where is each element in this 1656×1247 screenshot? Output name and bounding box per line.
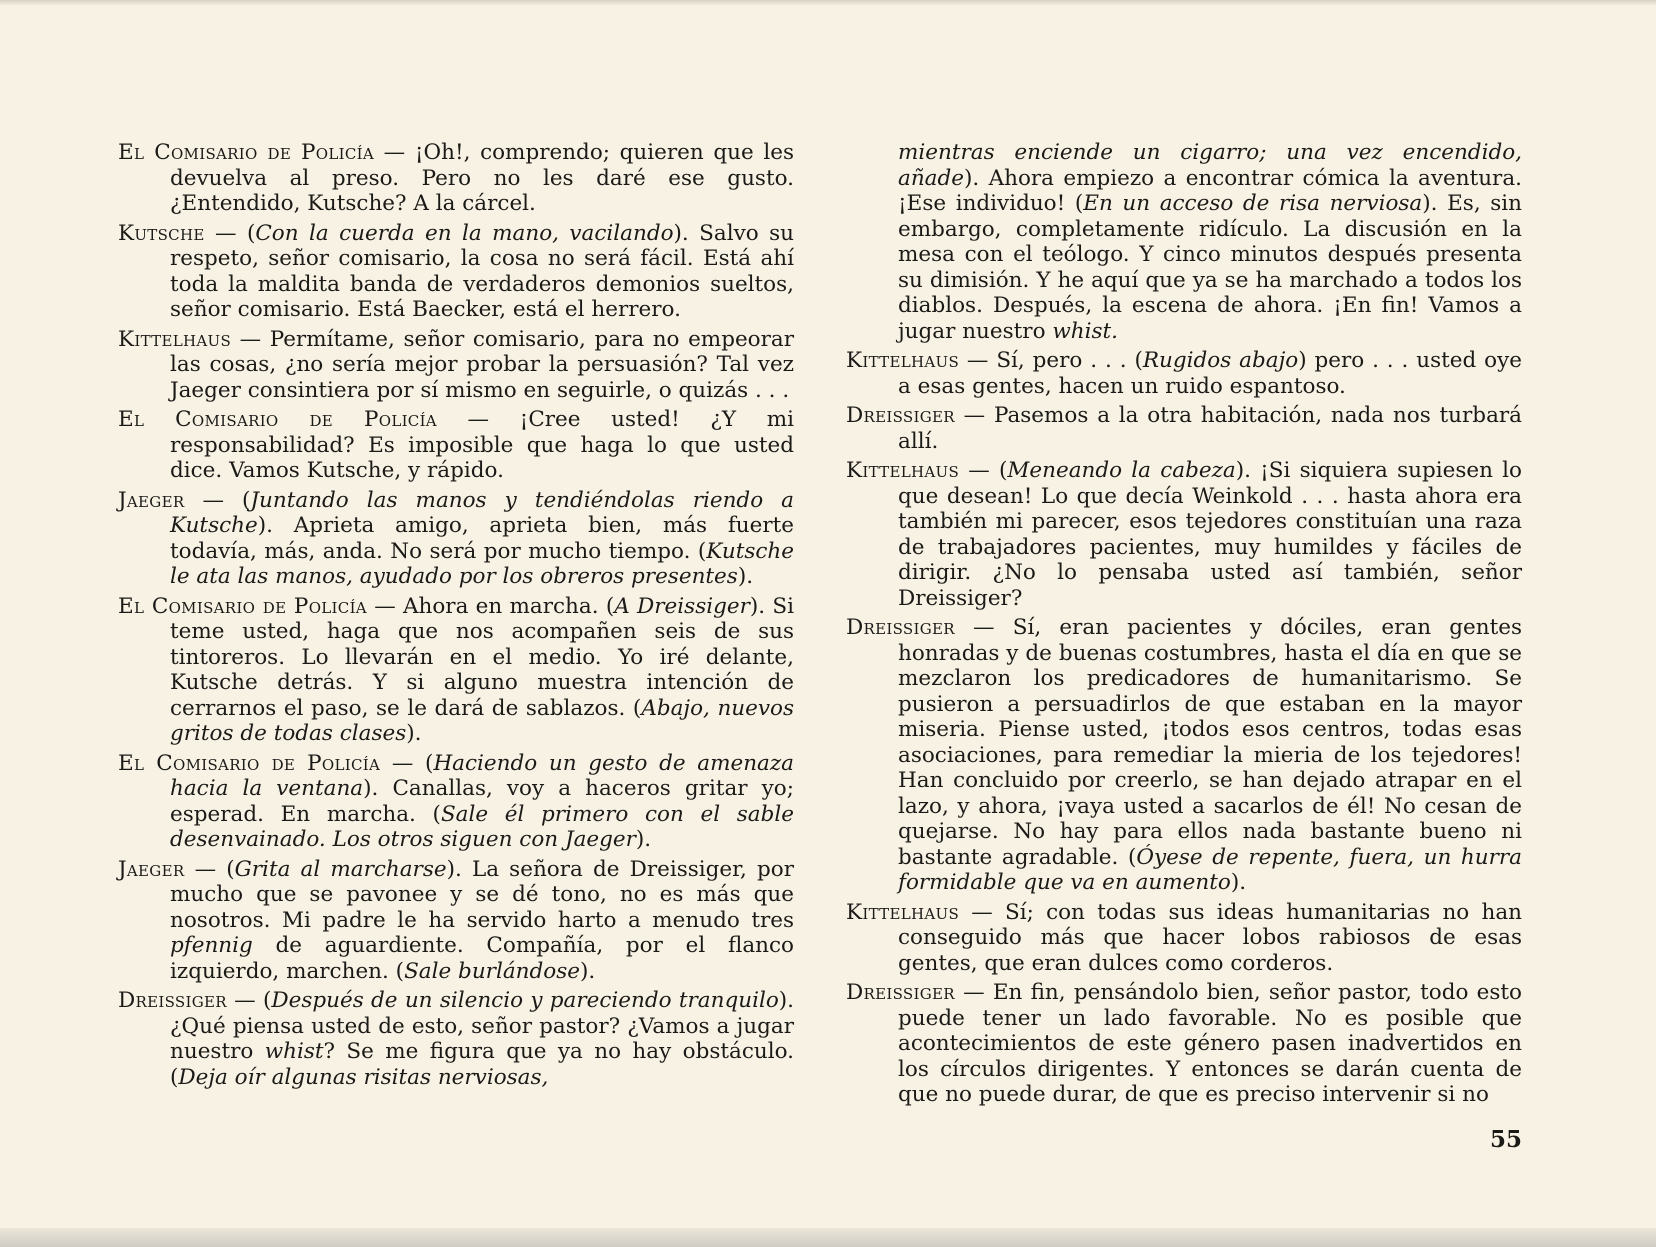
dialogue-text: — ( (226, 988, 272, 1013)
dialogue-text: ). (406, 721, 422, 746)
dialogue-text: — Permítame, señor comisario, para no empeorar las cosas, ¿no sería mejor probar la persuasión? Tal vez Jaeger consintiera por sí mismo en seguirle, o quizás . . . (170, 326, 794, 403)
dialogue-entry (846, 980, 1522, 1108)
dialogue-text: — ( (184, 487, 251, 513)
stage-direction: Kutsche le ata las manos, ayudado por los obreros presentes (170, 538, 794, 589)
stage-direction: Con la cuerda en la mano, vacilando (255, 220, 674, 246)
dialogue-text: ). Si teme usted, haga que nos acompañen seis de sus tintoreros. Lo llevarán en el medio. Yo iré delante, Kutsche detrás. Y si alguno muestra intención de cerrarnos el paso, se le dará de sablazos. ( (170, 593, 794, 721)
speaker-name: Jaeger (118, 856, 185, 882)
stage-direction: pfennig (170, 933, 253, 958)
stage-direction: Sale él primero con el sable desenvainado. Los otros siguen con Jaeger (170, 801, 794, 852)
left-text-column (118, 140, 794, 1094)
dialogue-entry (118, 140, 794, 217)
stage-direction: Después de un silencio y pareciendo tranquilo (271, 988, 779, 1013)
dialogue-entry (118, 407, 794, 484)
speaker-name: Kittelhaus (118, 326, 232, 352)
dialogue-text: ). La señora de Dreissiger, por mucho que se pavonee y se dé tono, no es más que nosotros. Mi padre le ha servido harto a menudo tres (170, 856, 795, 933)
dialogue-text: ) pero . . . usted oye a esas gentes, hacen un ruido espantoso. (898, 348, 1522, 399)
dialogue-text: ). Aprieta amigo, aprieta bien, más fuerte todavía, más, anda. No será por mucho tiempo. ( (170, 513, 794, 564)
stage-direction: Haciendo un gesto de amenaza hacia la ventana (170, 750, 794, 801)
speaker-name: El Comisario de Policía (118, 140, 375, 165)
dialogue-text: — Pasemos a la otra habitación, nada nos turbará allí. (898, 403, 1522, 454)
stage-direction: mientras enciende un cigarro; una vez encendido, añade (898, 140, 1522, 191)
dialogue-entry (846, 348, 1522, 399)
page-bottom-edge (0, 1228, 1656, 1247)
dialogue-entry (118, 751, 794, 853)
dialogue-text: ). Canallas, voy a haceros gritar yo; esperad. En marcha. ( (170, 776, 794, 827)
speaker-name: Dreissiger (846, 980, 955, 1005)
dialogue-text: ). (1230, 870, 1247, 895)
stage-direction: A Dreissiger (614, 593, 750, 619)
dialogue-text: — ¡Oh!, comprendo; quieren que les devuelva al preso. Pero no les daré ese gusto. ¿Entendido, Kutsche? A la cárcel. (170, 140, 794, 216)
stage-direction: Juntando las manos y tendiéndolas riendo a Kutsche (170, 487, 795, 538)
dialogue-text: — ¡Cree usted! ¿Y mi responsabilidad? Es imposible que haga lo que usted dice. Vamos Kutsche, y rápido. (170, 407, 794, 483)
dialogue-text: — Sí; con todas sus ideas humanitarias no han conseguido más que hacer lobos rabiosos de esas gentes, que eran dulces como corderos. (898, 899, 1522, 976)
speaker-name: Kittelhaus (846, 348, 960, 373)
stage-direction: whist. (1052, 318, 1118, 344)
right-text-column (846, 140, 1522, 1112)
dialogue-entry (846, 403, 1522, 454)
dialogue-entry (846, 900, 1522, 977)
stage-direction: Sale burlándose (404, 958, 580, 984)
speaker-name: Dreissiger (846, 615, 955, 640)
dialogue-text: — En fin, pensándolo bien, señor pastor, todo esto puede tener un lado favorable. No es posible que acontecimientos de este género pasen inadvertidos en los círculos dirigentes. Y entonces se darán cuenta de que no puede durar, de que es preciso intervenir si no (898, 980, 1522, 1107)
dialogue-text: — Sí, pero . . . ( (959, 348, 1143, 373)
stage-direction: whist (264, 1039, 324, 1064)
dialogue-text: ). (635, 827, 652, 852)
dialogue-text: de aguardiente. Compañía, por el flanco izquierdo, marchen. ( (170, 933, 794, 984)
stage-direction: Rugidos abajo (1142, 348, 1299, 373)
stage-direction: Meneando la cabeza (1007, 458, 1236, 483)
dialogue-text: — Ahora en marcha. ( (366, 593, 615, 619)
speaker-name: Kittelhaus (846, 899, 960, 925)
speaker-name: Kittelhaus (846, 458, 960, 483)
speaker-name: Dreissiger (118, 988, 227, 1013)
dialogue-text: ). ¿Qué piensa usted de esto, señor pastor? ¿Vamos a jugar nuestro (170, 988, 794, 1064)
stage-direction: Óyese de repente, fuera, un hurra formidable que va en aumento (898, 844, 1522, 895)
dialogue-text: — ( (184, 856, 235, 882)
page-number: 55 (1489, 1126, 1522, 1153)
speaker-name: Kutsche (118, 220, 205, 246)
speaker-name: Jaeger (118, 487, 185, 513)
speaker-name: Dreissiger (846, 403, 955, 428)
dialogue-text: — ( (380, 750, 434, 776)
speaker-name: El Comisario de Policía (118, 750, 381, 776)
dialogue-text: ). (737, 564, 754, 589)
dialogue-entry (846, 458, 1522, 611)
dialogue-continuation (846, 140, 1522, 344)
stage-direction: Abajo, nuevos gritos de todas clases (170, 695, 794, 746)
dialogue-text: — ( (959, 458, 1008, 483)
dialogue-entry (118, 988, 794, 1090)
dialogue-text: ). (579, 958, 596, 984)
dialogue-text: ). Salvo su respeto, señor comisario, la cosa no será fácil. Está ahí toda la maldita banda de verdaderos demonios sueltos, señor comisario. Está Baecker, está el herrero. (170, 220, 794, 322)
dialogue-text: — Sí, eran pacientes y dóciles, eran gentes honradas y de buenas costumbres, hasta el día en que se mezclaron los predicadores de humanitarismo. Se pusieron a persuadirlos de que estaban en la mayor miseria. Piense usted, ¡todos esos centros, todas esas asociaciones, para remediar la mieria de los tejedores! Han concluido por creerlo, se han dejado atrapar en el lazo, y ahora, ¡vaya usted a sacarlos de él! No cesan de quejarse. No hay para ellos nada bastante bueno ni bastante agradable. ( (898, 615, 1522, 870)
dialogue-text: ). Es, sin embargo, completamente ridículo. La discusión en la mesa con el teólogo. Y cinco minutos después presenta su dimisión. Y he aquí que ya se ha marchado a todos los diablos. Después, la escena de ahora. ¡En fin! Vamos a jugar nuestro (898, 191, 1523, 344)
stage-direction: En un acceso de risa nerviosa (1083, 191, 1423, 216)
dialogue-entry (846, 615, 1522, 896)
dialogue-entry (118, 221, 794, 323)
dialogue-entry (118, 594, 794, 747)
stage-direction: Deja oír algunas risitas nerviosas, (178, 1064, 549, 1090)
dialogue-text: ). Ahora empiezo a encontrar cómica la aventura. ¡Ese individuo! ( (898, 165, 1522, 216)
dialogue-text: ? Se me figura que ya no hay obstáculo. ( (170, 1039, 794, 1090)
stage-direction: Grita al marcharse (234, 856, 447, 882)
dialogue-text: — ( (204, 220, 256, 246)
dialogue-entry (118, 857, 794, 985)
page-top-edge (0, 0, 1656, 6)
dialogue-entry (118, 488, 794, 590)
speaker-name: El Comisario de Policía (118, 407, 437, 432)
speaker-name: El Comisario de Policía (118, 593, 367, 619)
dialogue-text: ). ¡Si siquiera supiesen lo que desean! Lo que decía Weinkold . . . hasta ahora era también mi parecer, esos tejedores constituían una raza de trabajadores pacientes, muy humildes y fáciles de dirigir. ¿No lo pensaba usted así también, señor Dreissiger? (898, 458, 1522, 611)
dialogue-entry (118, 327, 794, 404)
